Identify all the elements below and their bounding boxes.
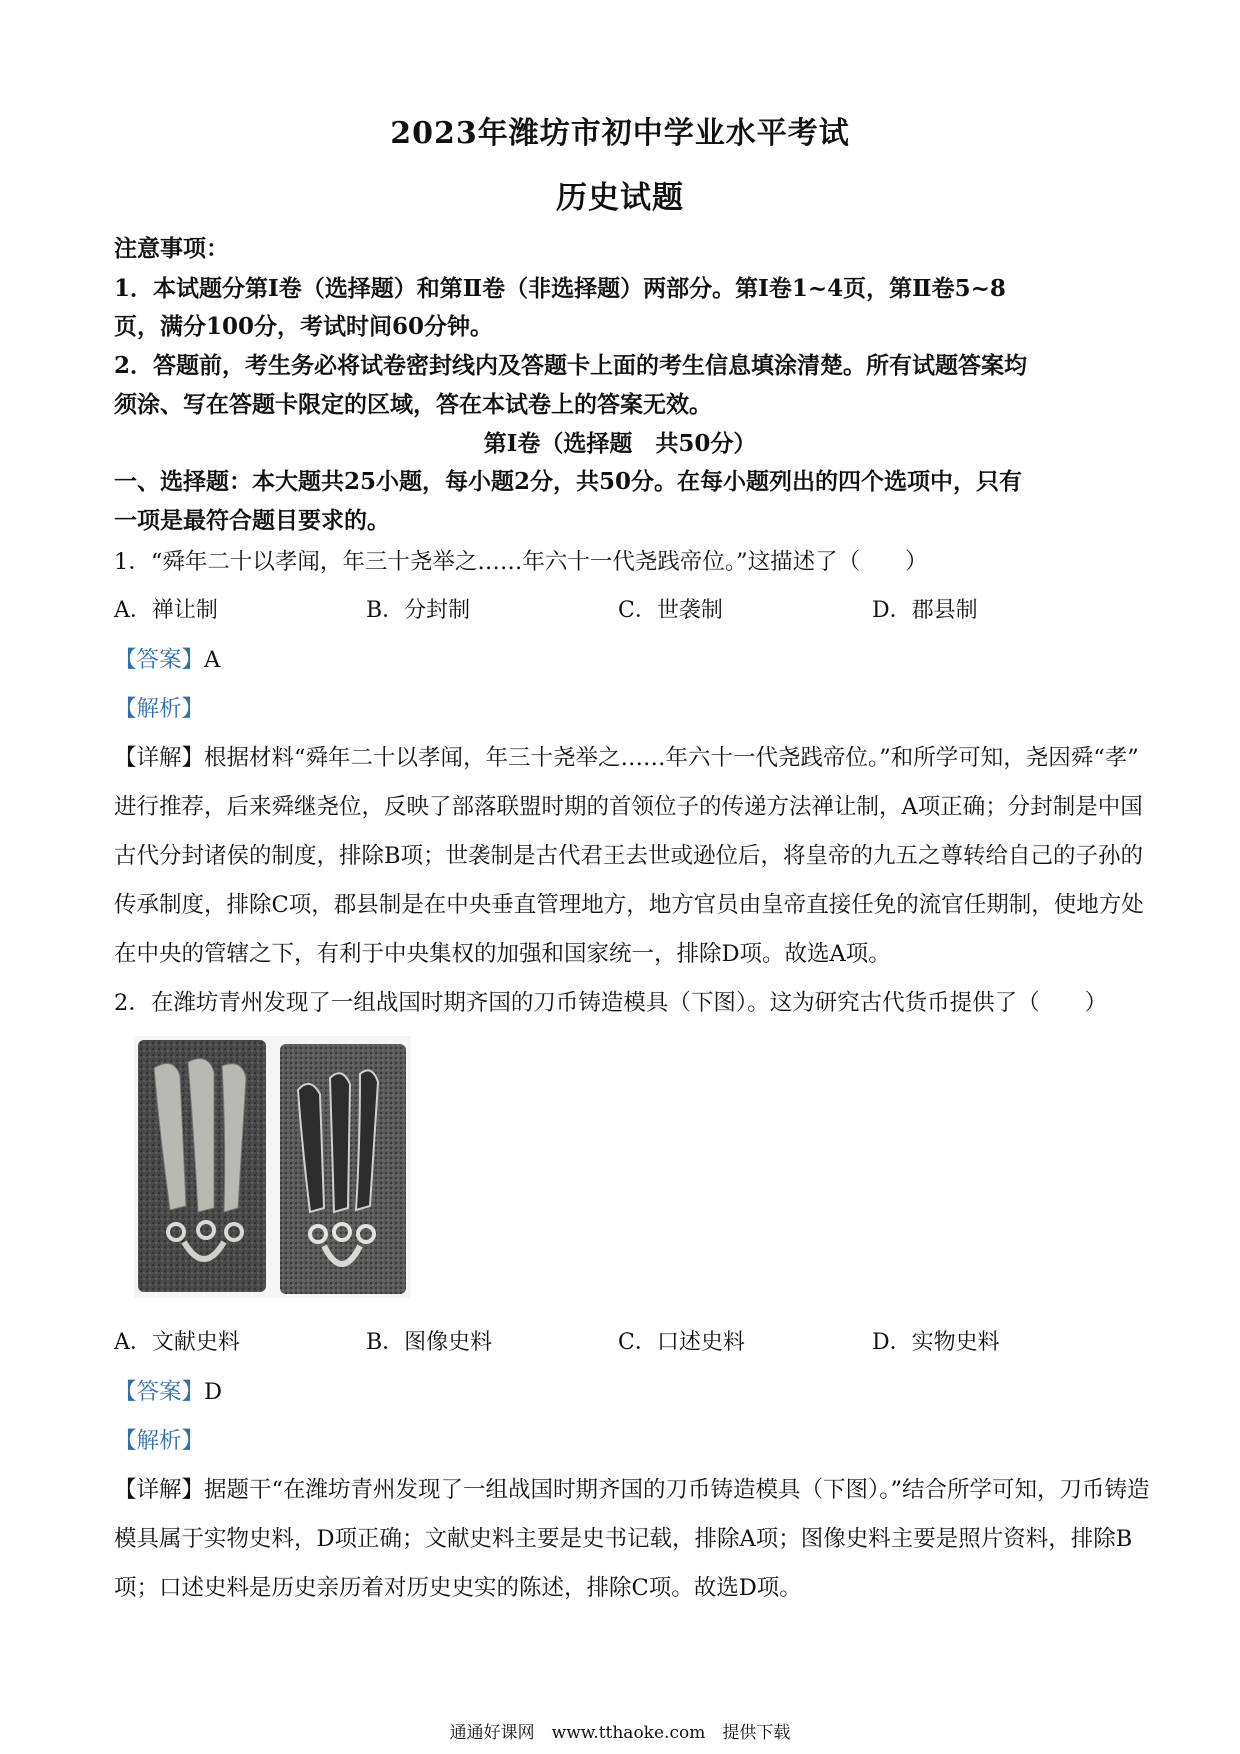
q1-stem: 1．“舜年二十以孝闻，年三十尧举之……年六十一代尧践帝位。”这描述了（ ） — [114, 549, 928, 575]
q2-option-d: D．实物史料 — [872, 1330, 1000, 1355]
q2-answer-tag: 【答案】 — [114, 1379, 205, 1405]
q1-answer — [114, 642, 1134, 674]
q2-detail-line-3: 项；口述史料是历史亲历着对历史史实的陈述，排除C项。故选D项。 — [114, 1575, 802, 1601]
q2-answer-value: D — [204, 1379, 223, 1405]
exam-subtitle: 历史试题 — [556, 180, 684, 216]
q2-option-a: A．文献史料 — [114, 1330, 240, 1355]
q2-option-c: C．口述史料 — [618, 1330, 745, 1355]
q1-detail-line-2: 进行推荐，后来舜继尧位，反映了部落联盟时期的首领位子的传递方法禅让制，A项正确；分封制是中国 — [114, 794, 1143, 820]
q2-stem: 2．在潍坊青州发现了一组战国时期齐国的刀币铸造模具（下图）。这为研究古代货币提供了（ ） — [114, 990, 1108, 1016]
notice-item-1-line-2: 页，满分100分，考试时间60分钟。 — [114, 313, 494, 340]
q1-option-a: A．禅让制 — [114, 598, 218, 623]
q1-option-c: C．世袭制 — [618, 598, 723, 623]
q1-answer-value: A — [204, 647, 221, 673]
knife-coin-mold-image — [134, 1036, 411, 1298]
q2-detail-line-2: 模具属于实物史料，D项正确；文献史料主要是史书记载，排除A项；图像史料主要是照片资料，排除B — [114, 1526, 1133, 1552]
section-instruction-line-2: 一项是最符合题目要求的。 — [114, 507, 390, 534]
q2-answer — [114, 1374, 1134, 1406]
q1-detail-tag: 【详解】 — [114, 745, 205, 771]
knife-coin-mold-photo — [134, 1036, 411, 1298]
section-title: 第Ⅰ卷（选择题 共50分） — [483, 430, 757, 457]
notice-item-2-line-1: 2．答题前，考生务必将试卷密封线内及答题卡上面的考生信息填涂清楚。所有试题答案均 — [114, 352, 1028, 379]
q1-detail-line-3: 古代分封诸侯的制度，排除B项；世袭制是古代君王去世或逊位后，将皇帝的九五之尊转给自己的子孙的 — [114, 843, 1144, 869]
q2-detail-tag: 【详解】 — [114, 1477, 205, 1503]
notice-heading: 注意事项： — [114, 235, 229, 262]
section-instruction-line-1: 一、选择题：本大题共25小题，每小题2分，共50分。在每小题列出的四个选项中，只有 — [114, 468, 1023, 495]
q1-detail-line-4: 传承制度，排除C项，郡县制是在中央垂直管理地方，地方官员由皇帝直接任免的流官任期制，使地方处 — [114, 892, 1144, 918]
notice-item-1-line-1: 1．本试题分第Ⅰ卷（选择题）和第Ⅱ卷（非选择题）两部分。第Ⅰ卷1~4页，第Ⅱ卷5~8 — [114, 275, 1006, 302]
q1-answer-tag: 【答案】 — [114, 647, 205, 673]
q2-analysis-tag: 【解析】 — [114, 1428, 205, 1454]
q1-detail-text-1: 根据材料“舜年二十以孝闻，年三十尧举之……年六十一代尧践帝位。”和所学可知，尧因舜“孝” — [204, 745, 1139, 771]
left-blades — [154, 1059, 246, 1212]
right-blades — [298, 1070, 378, 1212]
footer-source: 通通好课网 www.tthaoke.com 提供下载 — [449, 1723, 791, 1743]
q1-option-d: D．郡县制 — [872, 598, 978, 623]
q1-analysis-tag: 【解析】 — [114, 696, 205, 722]
q2-detail-text-1: 据题干“在潍坊青州发现了一组战国时期齐国的刀币铸造模具（下图）。”结合所学可知，刀币铸造 — [204, 1477, 1150, 1503]
q1-detail-line-5: 在中央的管辖之下，有利于中央集权的加强和国家统一，排除D项。故选A项。 — [114, 941, 891, 967]
q1-option-b: B．分封制 — [366, 598, 471, 623]
exam-title: 2023年潍坊市初中学业水平考试 — [390, 116, 850, 151]
q2-option-b: B．图像史料 — [366, 1330, 493, 1355]
q1-detail-line-1 — [114, 740, 1139, 772]
notice-item-2-line-2: 须涂、写在答题卡限定的区域，答在本试卷上的答案无效。 — [114, 391, 712, 418]
q2-detail-line-1 — [114, 1472, 1150, 1504]
